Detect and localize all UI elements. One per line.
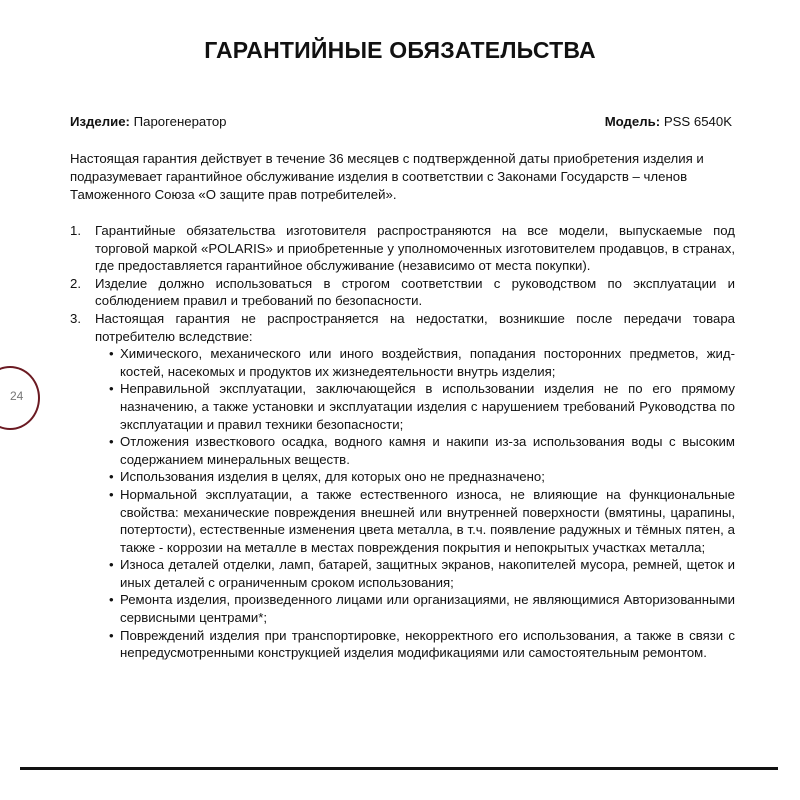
list-item: [70, 310, 735, 345]
page-title: ГАРАНТИЙНЫЕ ОБЯЗАТЕЛЬСТВА: [204, 37, 596, 63]
list-item: [70, 222, 735, 275]
bullet-icon: •: [109, 557, 114, 573]
bullet-text: Ремонта изделия, произведенного лицами или организациями, не являющимися Авторизованными сервисными центрами*;: [120, 592, 735, 626]
item-number: 2.: [70, 275, 81, 291]
bullet-icon: •: [109, 592, 114, 608]
bullet-item: [107, 433, 735, 468]
bullet-item: [107, 486, 735, 556]
list-item: [70, 275, 735, 310]
bullet-item: [107, 627, 735, 662]
model-value: PSS 6540K: [663, 114, 732, 129]
intro-paragraph: Настоящая гарантия действует в течение 36 месяцев с подтвержденной даты приобретения изделия и подразумевает гарантийное обслуживание изделия в соответствии с Законами Государств – членов Таможенного Союза «О защите прав потребителей».: [70, 151, 704, 202]
bullet-icon: •: [109, 627, 114, 643]
product-value: Парогенератор: [133, 114, 227, 129]
exclusions-bullet-list: [70, 345, 735, 662]
product-info: [70, 114, 227, 129]
bullet-icon: •: [109, 469, 114, 485]
item-number: 1.: [70, 223, 81, 238]
bullet-text: Нормальной эксплуатации, а также естественного износа, не влияющие на функциональные свойства: механические повреждения внешней или внутренней поверхности (вмятины, царапины, потертости), естественные изменения цвета металла, в т.ч. появление радужных и тёмных пятен, а также - коррозии на металле в местах повреждения покрытия и непокрытых участках металла;: [120, 486, 735, 555]
bullet-text: Химического, механического или иного воздействия, попадания посторонних предметов, жид-костей, насекомых и продуктов их жизнедеятельности внутрь изделия;: [120, 346, 735, 379]
model-info: [605, 114, 732, 129]
bullet-text: Использования изделия в целях, для которых оно не предназначено;: [120, 469, 545, 485]
bullet-text: Повреждений изделия при транспортировке, некорректного его использования, а также в связи с непредусмотренными конструкцией изделия модификациями или самостоятельным ремонтом.: [120, 627, 735, 661]
item-text: Изделие должно использоваться в строгом соответствии с руководством по эксплуатации и соблюдением правил и требований по безопасности.: [95, 275, 735, 309]
warranty-conditions-list: [70, 222, 735, 662]
footer-divider: [20, 767, 778, 770]
product-label: Изделие:: [70, 114, 130, 129]
bullet-item: [107, 380, 735, 433]
bullet-item: [107, 591, 735, 626]
bullet-text: Отложения известкового осадка, водного камня и накипи из-за использования воды с высоким содержанием минеральных веществ.: [120, 434, 735, 467]
item-number: 3.: [70, 310, 81, 326]
item-text: Настоящая гарантия не распространяется на недостатки, возникшие после передачи товара потребителю вследствие:: [95, 310, 735, 344]
bullet-text: Износа деталей отделки, ламп, батарей, защитных экранов, накопителей мусора, ремней, щеток и иных деталей с ограниченным сроком использования;: [120, 557, 735, 590]
bullet-icon: •: [109, 346, 114, 362]
bullet-text: Неправильной эксплуатации, заключающейся в использовании изделия не по его прямому назначению, а также установки и эксплуатации изделия с нарушением требований Руководства по эксплуатации и правил техники безопасности;: [120, 381, 735, 432]
page-number: 24: [10, 389, 24, 403]
bullet-item: [107, 468, 735, 486]
bullet-item: [107, 345, 735, 380]
item-text: Гарантийные обязательства изготовителя распространяются на все модели, выпускаемые под торговой маркой «POLARIS» и приобретенные у уполномоченных изготовителем продавцов, в странах, где предоставляется гарантийное обслуживание (независимо от места покупки).: [95, 223, 735, 274]
model-label: Модель:: [604, 114, 661, 129]
bullet-icon: •: [109, 486, 114, 502]
bullet-item: [107, 556, 735, 591]
bullet-icon: •: [109, 381, 114, 397]
bullet-icon: •: [109, 434, 114, 450]
